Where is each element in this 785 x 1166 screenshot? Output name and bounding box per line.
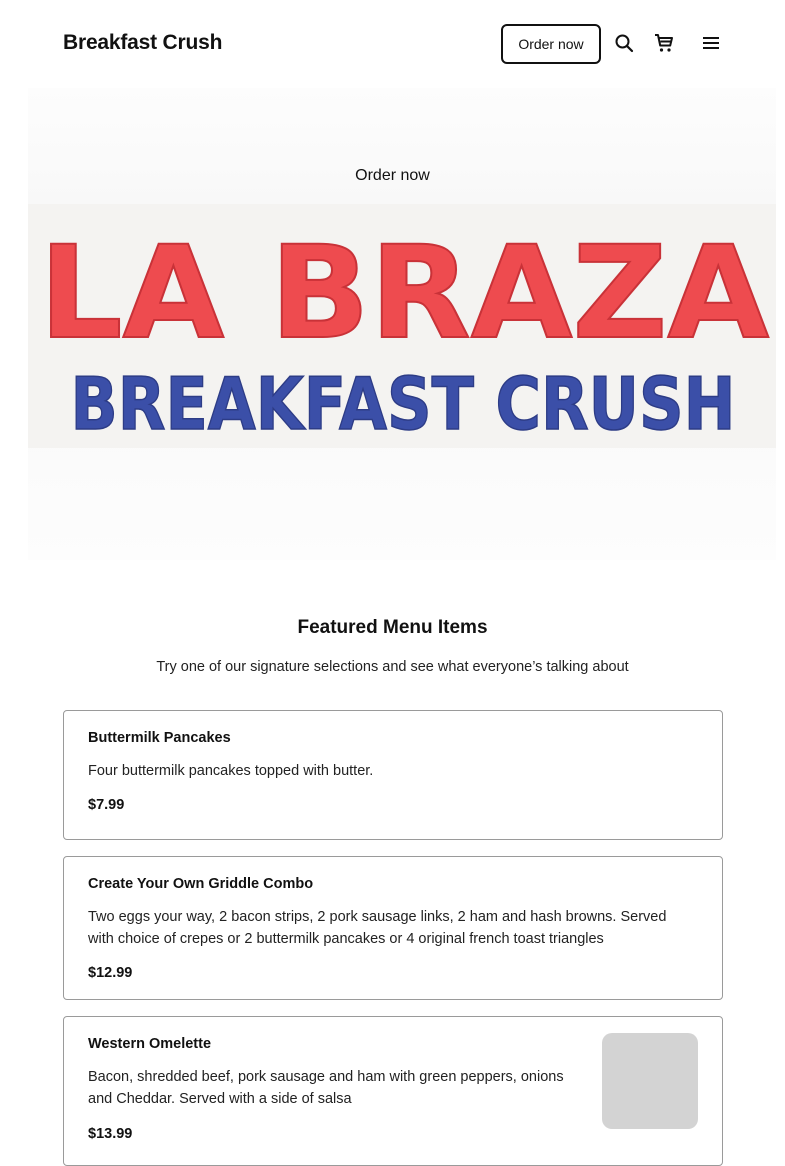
logo-line-2: BREAKFAST CRUSH [70,362,736,446]
menu-icon[interactable] [698,30,724,56]
hero-banner [28,88,776,560]
menu-item-description [88,1066,564,1110]
brand-name[interactable]: Breakfast Crush [63,31,223,54]
menu-item-description [88,906,666,950]
menu-item-price: $13.99 [88,1126,133,1142]
menu-item-description-line: Two eggs your way, 2 bacon strips, 2 pork sausage links, 2 ham and hash browns. Served [88,909,667,925]
featured-title: Featured Menu Items [297,617,488,638]
site-header [0,0,785,88]
menu-item-name: Western Omelette [88,1036,212,1052]
hero-logo-image [28,204,776,448]
menu-item-image-placeholder [602,1033,698,1129]
menu-item-description-line: with choice of crepes or 2 buttermilk pancakes or 4 original french toast triangles [88,931,604,947]
menu-item-price: $7.99 [88,797,125,813]
search-icon[interactable] [611,30,637,56]
hero-order-now [0,165,785,187]
header-order-now-button[interactable]: Order now [501,24,601,64]
menu-item-card[interactable] [63,710,723,840]
hero-order-now-link[interactable]: Order now [355,167,430,184]
logo-breakfast-crush [68,359,738,446]
menu-item-name: Create Your Own Griddle Combo [88,876,314,892]
logo-la-braza [34,219,774,368]
menu-item-description: Four buttermilk pancakes topped with butter. [88,763,374,779]
menu-item-description-line: Bacon, shredded beef, pork sausage and ham with green peppers, onions [88,1069,564,1085]
menu-item-description-line: and Cheddar. Served with a side of salsa [88,1091,352,1107]
menu-item-name: Buttermilk Pancakes [88,730,231,746]
menu-item-card[interactable] [63,856,723,1000]
menu-item-price: $12.99 [88,965,133,981]
menu-item-card[interactable] [63,1016,723,1166]
logo-line-1: LA BRAZA [39,219,769,368]
cart-icon[interactable] [651,30,677,56]
featured-subtitle: Try one of our signature selections and see what everyone’s talking about [156,659,629,675]
